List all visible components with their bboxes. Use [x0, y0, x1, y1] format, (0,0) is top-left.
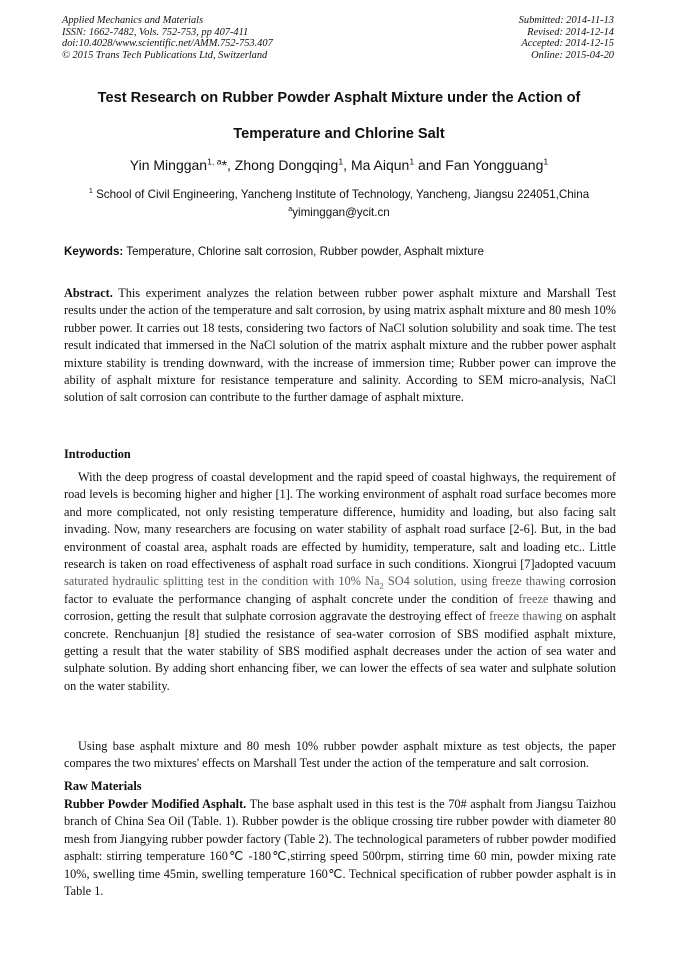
highlighted-text: freeze: [518, 591, 549, 606]
author-name: Fan Yongguang: [445, 157, 544, 173]
author-separator: ,: [343, 157, 351, 173]
online-date: Online: 2015-04-20: [531, 49, 614, 61]
submission-dates: [519, 15, 614, 61]
author-name: Zhong Dongqing: [234, 157, 339, 173]
affiliation-text: School of Civil Engineering, Yancheng Institute of Technology, Yancheng, Jiangsu 224051,China: [92, 188, 590, 201]
abstract-text: This experiment analyzes the relation between rubber power asphalt mixture and Marshall Test results under the action of the temperature and salt corrosion, by using matrix asphalt mixture and 80 mesh 10% rubber power. It carries out 18 tests, considering two factors of NaCl solution solubility and soak time. The test result indicated that immersed in the NaCl solution of the matrix asphalt mixture and the rubber power asphalt mixture stability is trending downward, with the increase of immersion time; Rubber power can improve the ability of asphalt mixture for resistance temperature and salinity. According to SEM micro-analysis, NaCl solution of salt corrosion can contribute to the further damage of asphalt mixture.: [64, 286, 616, 405]
author-name: Ma Aiqun: [350, 157, 410, 173]
submitted-date: Submitted: 2014-11-13: [518, 15, 614, 26]
author-name: Yin Minggan: [129, 157, 208, 173]
paragraph-text: on asphalt concrete. Renchuanjun [8] studied the resistance of sea-water corrosion of SBS modified asphalt mixture, getting a result that the water stability of SBS modified asphalt decreases under the action of sea water and sulphate solution. By adding short enhancing fiber, we can lower the effects of sea water and sulphate solution on the water stability.: [64, 609, 616, 693]
section-heading-raw-materials: Raw Materials: [64, 779, 142, 793]
keywords-label: Keywords:: [64, 245, 124, 258]
section-heading-introduction: Introduction: [64, 447, 131, 461]
paragraph-text: The base asphalt used in this test is the 70# asphalt from Jiangsu Taizhou branch of China Sea Oil (Table. 1). Rubber powder is the oblique crossing tire rubber powder with diameter 80 mesh from Jiangying rubber powder factory (Table 2). The technological parameters of rubber powder modified asphalt: stirring temperature 160℃ -180℃,stirring speed 500rpm, stirring time 60 min, powder mixing rate 10%, swelling time 45min, swelling temperature 160℃. Technical specification of rubber powder asphalt is in Table 1.: [64, 797, 616, 899]
introduction-paragraph-1: [64, 469, 616, 695]
journal-name: Applied Mechanics and Materials: [62, 15, 204, 26]
keywords: [64, 245, 616, 258]
paragraph-text: thawing and corrosion, getting the result that sulphate corrosion aggravate the destroying effect of: [64, 591, 616, 624]
author-affiliation-mark: 1: [543, 156, 549, 167]
abstract: [64, 285, 616, 407]
affiliation-mark: 1: [88, 186, 93, 196]
issn-line: ISSN: 1662-7482, Vols. 752-753, pp 407-411: [62, 26, 249, 38]
affiliation: [40, 188, 638, 201]
accepted-date: Accepted: 2014-12-15: [521, 38, 614, 50]
email-mark: a: [288, 204, 293, 214]
paragraph-text: With the deep progress of coastal development and the rapid speed of coastal highways, the requirement of road levels is becoming higher and higher [1]. The working environment of asphalt road surface becomes more and more complicated, not only resisting temperature difference, humidity and loading, but also facing salt invading. Now, many researchers are focusing on water stability of asphalt road surface [2-6]. But, in the bad environment of coastal area, asphalt roads are effected by humidity, temperature, salt and loading etc.. Little research is taken on road effectiveness of asphalt road surface in such conditions. Xiongrui [7]adopted vacuum: [64, 470, 616, 572]
author-email: [40, 206, 638, 219]
email-address: yiminggan@ycit.cn: [292, 206, 390, 219]
keywords-text: Temperature, Chlorine salt corrosion, Rubber powder, Asphalt mixture: [123, 245, 484, 258]
raw-materials-paragraph: [64, 796, 616, 900]
corresponding-mark: *,: [221, 157, 235, 173]
subscript-text: 2: [379, 580, 384, 591]
highlighted-text: SO4 solution, using freeze thawing: [383, 574, 570, 589]
doi-line: doi:10.4028/www.scientific.net/AMM.752-753.407: [62, 38, 273, 50]
highlighted-text: saturated hydraulic splitting test in the condition with 10% Na: [64, 574, 380, 589]
author-affiliation-mark: 1: [409, 156, 415, 167]
journal-info: [62, 15, 273, 61]
subsection-label: Rubber Powder Modified Asphalt.: [64, 797, 247, 811]
author-list: [40, 157, 638, 173]
author-affiliation-mark: 1: [338, 156, 344, 167]
paper-title-line-1: Test Research on Rubber Powder Asphalt Mixture under the Action of: [97, 90, 581, 106]
copyright-line: © 2015 Trans Tech Publications Ltd, Switzerland: [62, 49, 268, 61]
abstract-label: Abstract.: [64, 286, 113, 300]
author-affiliation-mark: 1, a: [207, 156, 222, 167]
revised-date: Revised: 2014-12-14: [527, 26, 614, 38]
author-separator: and: [414, 157, 446, 173]
paper-title-line-2: Temperature and Chlorine Salt: [233, 126, 445, 142]
introduction-paragraph-2: Using base asphalt mixture and 80 mesh 10% rubber powder asphalt mixture as test objects, the paper compares the two mixtures' effects on Marshall Test under the action of the temperature and salt corrosion.: [64, 739, 616, 771]
highlighted-text: freeze thawing: [489, 609, 563, 624]
paragraph-text: corrosion factor to evaluate the performance changing of asphalt concrete under the condition of: [64, 574, 616, 606]
